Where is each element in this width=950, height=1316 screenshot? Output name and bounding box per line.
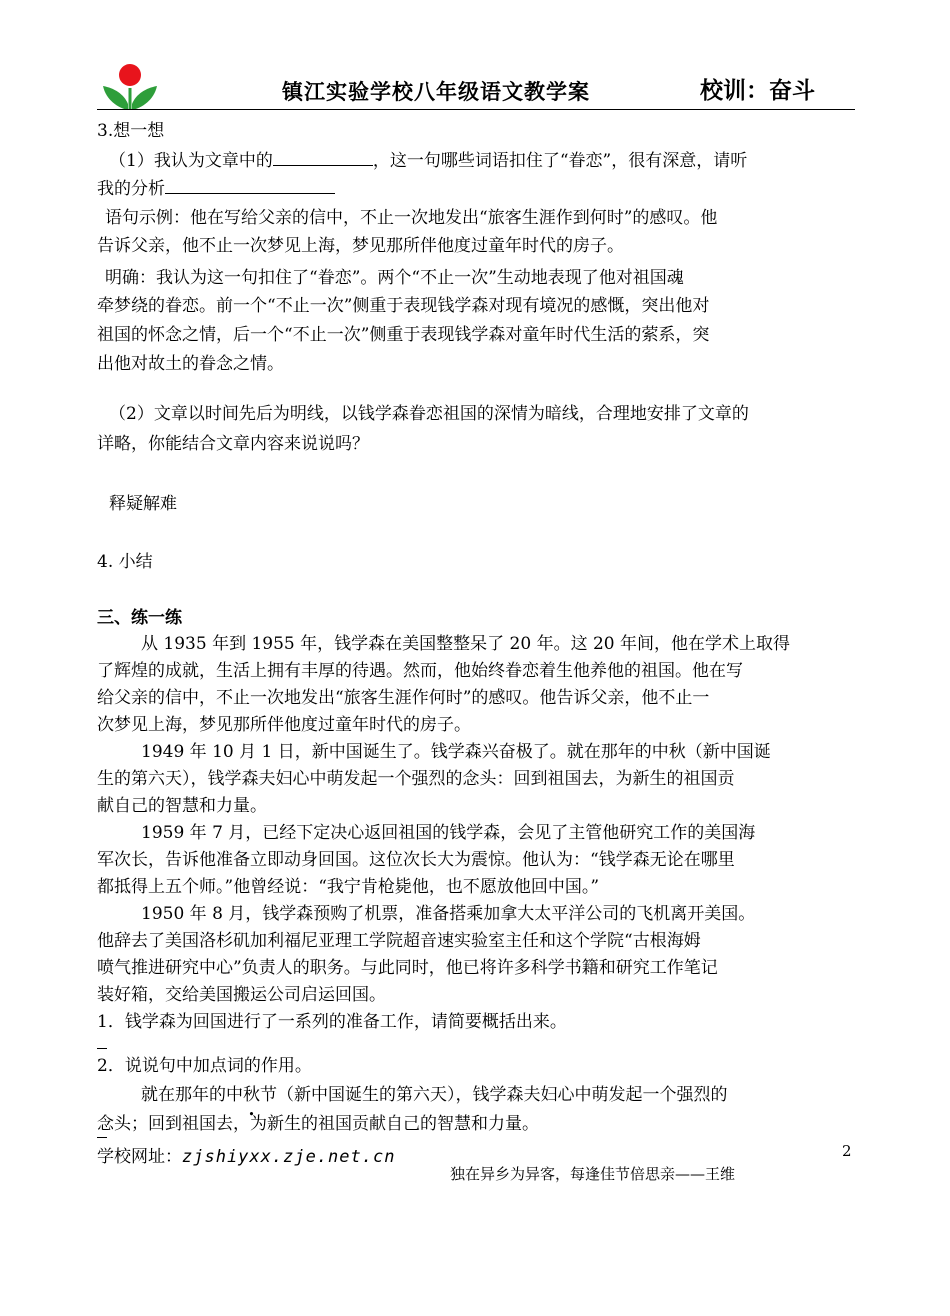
question-2-line: （2）文章以时间先后为明线，以钱学森眷恋祖国的深情为暗线，合理地安排了文章的	[109, 404, 749, 424]
exercise-question-1: 1．钱学森为回国进行了一系列的准备工作，请简要概括出来。	[97, 1012, 567, 1032]
reading-line: 了辉煌的成就，生活上拥有丰厚的待遇。然而，他始终眷恋着生他养他的祖国。他在写	[97, 661, 743, 681]
logo-left-leaf-icon	[103, 86, 128, 110]
header-divider	[97, 109, 855, 110]
reading-line: 献自己的智慧和力量。	[97, 796, 267, 816]
school-motto: 校训：奋斗	[700, 78, 815, 104]
question-1-line-2: 我的分析	[97, 175, 335, 203]
page-number: 2	[842, 1142, 852, 1160]
reading-line: 军次长，告诉他准备立即动身回国。这位次长大为震惊。他认为：“钱学森无论在哪里	[97, 850, 735, 870]
paragraph-line: 出他对故土的眷念之情。	[97, 354, 284, 374]
section-resolve-doubts: 释疑解难	[109, 494, 177, 514]
reading-line: 给父亲的信中，不止一次地发出“旅客生涯作何时”的感叹。他告诉父亲，他不止一	[97, 688, 710, 708]
reading-line: 都抵得上五个师。”他曾经说：“我宁肯枪毙他，也不愿放他回中国。”	[97, 877, 600, 897]
explanation-line: 明确：我认为这一句扣住了“眷恋”。两个“不止一次”生动地表现了他对祖国魂	[105, 268, 684, 288]
example-sentence: 语句示例：他在写给父亲的信中，不止一次地发出“旅客生涯作到何时”的感叹。他	[105, 208, 718, 228]
quoted-sentence: 就在那年的中秋节（新中国诞生的第六天），钱学森夫妇心中萌发起一个强烈的	[141, 1085, 728, 1105]
page-header-title: 镇江实验学校八年级语文教学案	[282, 79, 590, 104]
reading-line: 1959 年 7 月，已经下定决心返回祖国的钱学森，会见了主管他研究工作的美国海	[141, 823, 756, 843]
dotted-word: 中秋节	[226, 1085, 277, 1105]
reading-line: 从 1935 年到 1955 年，钱学森在美国整整呆了 20 年。这 20 年间，他在学术上取得	[141, 634, 791, 654]
heading-think: 3.想一想	[97, 121, 165, 141]
answer-blank-2[interactable]	[165, 175, 335, 194]
quoted-sentence-2: 念头；回到祖国去，为新生的祖国贡献自己的智慧和力量。	[97, 1114, 539, 1134]
answer-blank-1[interactable]	[273, 147, 373, 166]
reading-line: 装好箱，交给美国搬运公司启运回国。	[97, 985, 386, 1005]
paragraph-line: 祖国的怀念之情，后一个“不止一次”侧重于表现钱学森对童年时代生活的萦系，突	[97, 325, 710, 345]
paragraph-line: 牵梦绕的眷恋。前一个“不止一次”侧重于表现钱学森对现有境况的感慨，突出他对	[97, 296, 710, 316]
question-1-line: （1）我认为文章中的 ，这一句哪些词语扣住了“眷恋”，很有深意，请听	[109, 147, 747, 175]
paragraph-line: 详略，你能结合文章内容来说说吗？	[97, 434, 369, 454]
answer-line[interactable]	[97, 1048, 107, 1049]
logo-right-leaf-icon	[132, 86, 157, 110]
exercise-question-2: 2．说说句中加点词的作用。	[97, 1056, 312, 1076]
paragraph-line: 告诉父亲，他不止一次梦见上海，梦见那所伴他度过童年时代的房子。	[97, 236, 624, 256]
website-link[interactable]: zjshiyxx.zje.net.cn	[182, 1147, 396, 1167]
reading-line: 生的第六天），钱学森夫妇心中萌发起一个强烈的念头：回到祖国去，为新生的祖国贡	[97, 769, 735, 789]
reading-line: 喷气推进研究中心”负责人的职务。与此同时，他已将许多科学书籍和研究工作笔记	[97, 958, 718, 978]
logo-sun-icon	[119, 64, 141, 86]
answer-line[interactable]	[97, 1137, 107, 1138]
reading-line: 1950 年 8 月，钱学森预购了机票，准备搭乘加拿大太平洋公司的飞机离开美国。	[141, 904, 756, 924]
reading-line: 次梦见上海，梦见那所伴他度过童年时代的房子。	[97, 715, 471, 735]
reading-line: 1949 年 10 月 1 日，新中国诞生了。钱学森兴奋极了。就在那年的中秋（新中国诞	[141, 742, 771, 762]
school-logo	[100, 62, 160, 112]
footer-poem: 独在异乡为异客，每逢佳节倍思亲——王维	[450, 1165, 736, 1183]
reading-line: 他辞去了美国洛杉矶加利福尼亚理工学院超音速实验室主任和这个学院“古根海姆	[97, 931, 701, 951]
section-practice: 三、练一练	[97, 608, 182, 628]
footer-website: 学校网址：zjshiyxx.zje.net.cn	[97, 1147, 396, 1167]
section-summary: 4. 小结	[97, 552, 153, 572]
